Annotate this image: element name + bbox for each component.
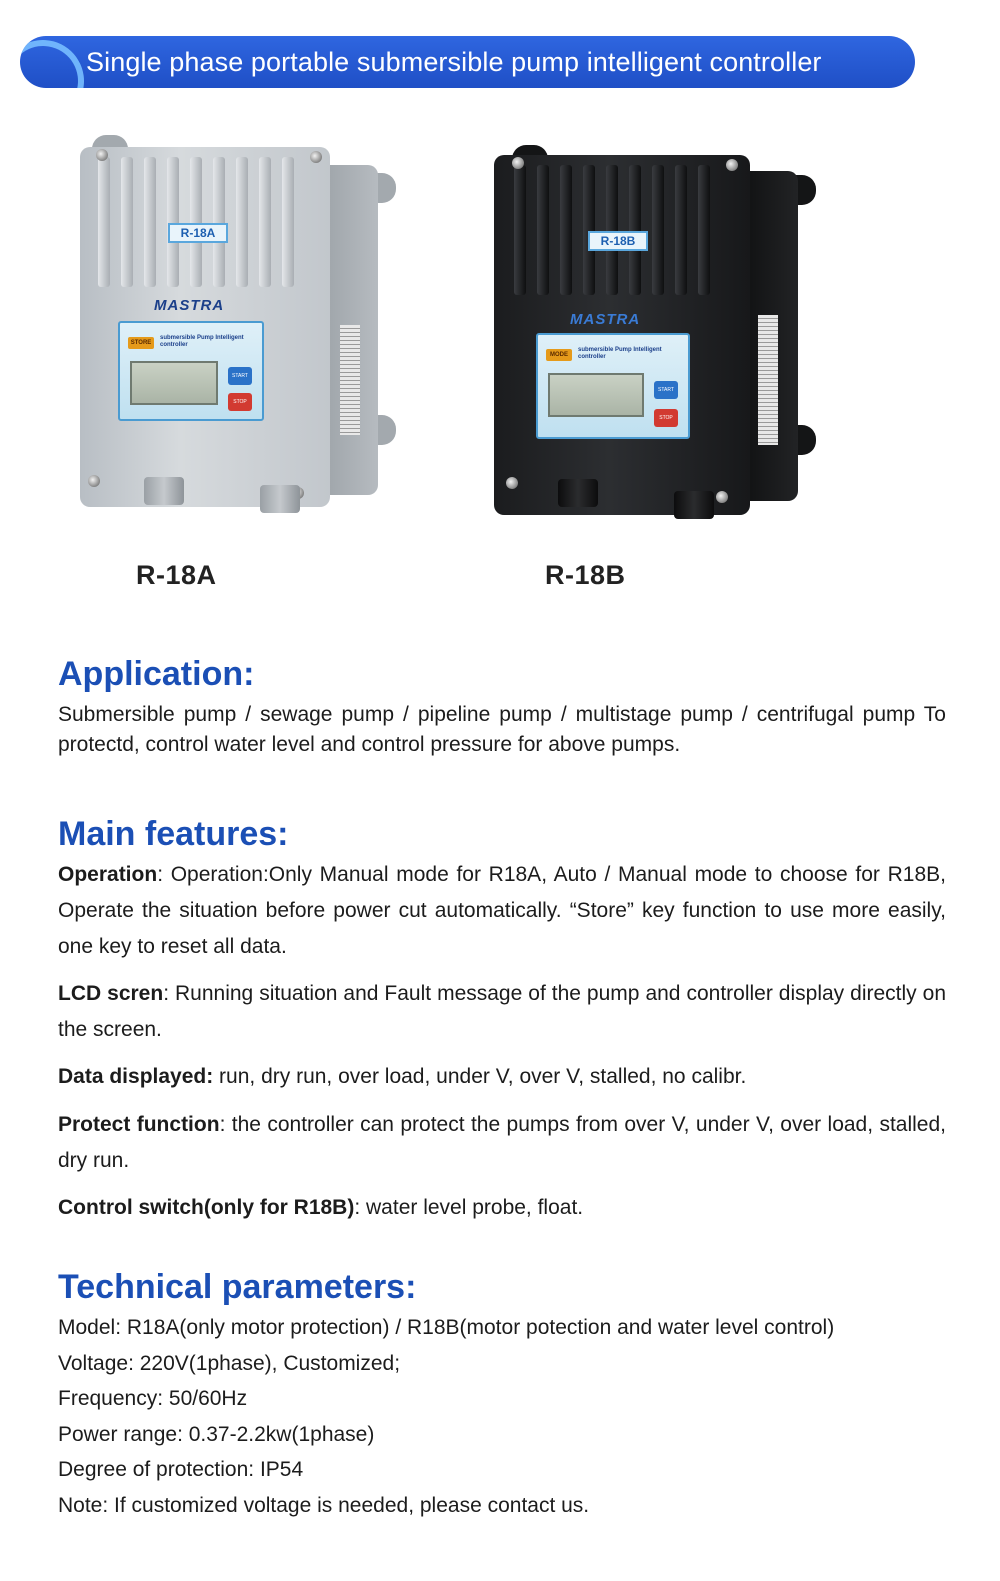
product-caption-r18a: R-18A xyxy=(136,560,217,590)
brand-logo: MASTRA xyxy=(154,297,225,314)
screw xyxy=(726,159,738,171)
technical-heading: Technical parameters: xyxy=(58,1268,417,1306)
stop-button[interactable]: STOP xyxy=(228,393,252,411)
mode-button[interactable]: MODE xyxy=(546,349,572,361)
application-text: Submersible pump / sewage pump / pipeline pump / multistage pump / centrifugal pump To protectd, control water level and control pressure for above pumps. xyxy=(58,703,946,756)
feature-label: Data displayed: xyxy=(58,1065,214,1088)
start-button[interactable]: START xyxy=(228,367,252,385)
feature-text: : Running situation and Fault message of the pump and controller display directly on the screen. xyxy=(58,982,947,1041)
screw xyxy=(512,157,524,169)
product-caption-r18b: R-18B xyxy=(545,560,626,590)
cable-gland xyxy=(674,491,714,519)
spec-protection: Degree of protection: IP54 xyxy=(58,1458,304,1481)
lcd-screen xyxy=(130,361,218,405)
spec-note: Note: If customized voltage is needed, please contact us. xyxy=(58,1494,590,1517)
spec-voltage: Voltage: 220V(1phase), Customized; xyxy=(58,1352,401,1375)
banner-title: Single phase portable submersible pump intelligent controller xyxy=(86,47,822,77)
feature-label: Operation xyxy=(58,863,158,886)
side-label-sticker xyxy=(758,315,778,445)
control-panel xyxy=(118,321,264,421)
product-image-r18a xyxy=(70,135,400,525)
side-label-sticker xyxy=(340,325,360,435)
feature-data-displayed xyxy=(58,1059,946,1095)
spec-model: Model: R18A(only motor protection) / R18B(motor potection and water level control) xyxy=(58,1316,835,1339)
feature-protect xyxy=(58,1107,946,1179)
feature-label: Control switch(only for R18B) xyxy=(58,1196,355,1219)
brand-logo: MASTRA xyxy=(570,311,641,328)
feature-text: run, dry run, over load, under V, over V, stalled, no calibr. xyxy=(213,1065,747,1088)
screw xyxy=(716,491,728,503)
feature-label: LCD scren xyxy=(58,982,164,1005)
spec-power-range: Power range: 0.37-2.2kw(1phase) xyxy=(58,1423,375,1446)
screw xyxy=(96,149,108,161)
lcd-screen xyxy=(548,373,644,417)
feature-control-switch xyxy=(58,1190,946,1226)
feature-text: : Operation:Only Manual mode for R18A, Auto / Manual mode to choose for R18B, Operate the situation before power cut automatically. “Store” key function to use more easily, one key to reset all data. xyxy=(58,863,946,958)
start-button[interactable]: START xyxy=(654,381,678,399)
model-tag: R-18A xyxy=(168,223,228,243)
application-heading: Application: xyxy=(58,655,255,693)
cable-gland xyxy=(260,485,300,513)
cable-gland xyxy=(558,479,598,507)
feature-label: Protect function xyxy=(58,1113,220,1136)
panel-title: submersible Pump Intelligent controller xyxy=(160,335,244,348)
feature-text: : the controller can protect the pumps from over V, under V, over load, stalled, dry run. xyxy=(58,1113,946,1172)
feature-operation xyxy=(58,857,946,965)
product-image-r18b xyxy=(490,145,820,535)
title-banner xyxy=(20,36,915,88)
features-heading: Main features: xyxy=(58,815,289,853)
stop-button[interactable]: STOP xyxy=(654,409,678,427)
screw xyxy=(506,477,518,489)
cooling-fins xyxy=(514,165,710,295)
store-button[interactable]: STORE xyxy=(128,337,154,349)
cable-gland xyxy=(144,477,184,505)
screw xyxy=(310,151,322,163)
spec-frequency: Frequency: 50/60Hz xyxy=(58,1387,248,1410)
screw xyxy=(88,475,100,487)
cooling-fins xyxy=(98,157,294,287)
panel-title: submersible Pump Intelligent controller xyxy=(578,347,662,360)
feature-text: : water level probe, float. xyxy=(354,1196,584,1219)
model-tag: R-18B xyxy=(588,231,648,251)
control-panel xyxy=(536,333,690,439)
feature-lcd xyxy=(58,976,946,1048)
